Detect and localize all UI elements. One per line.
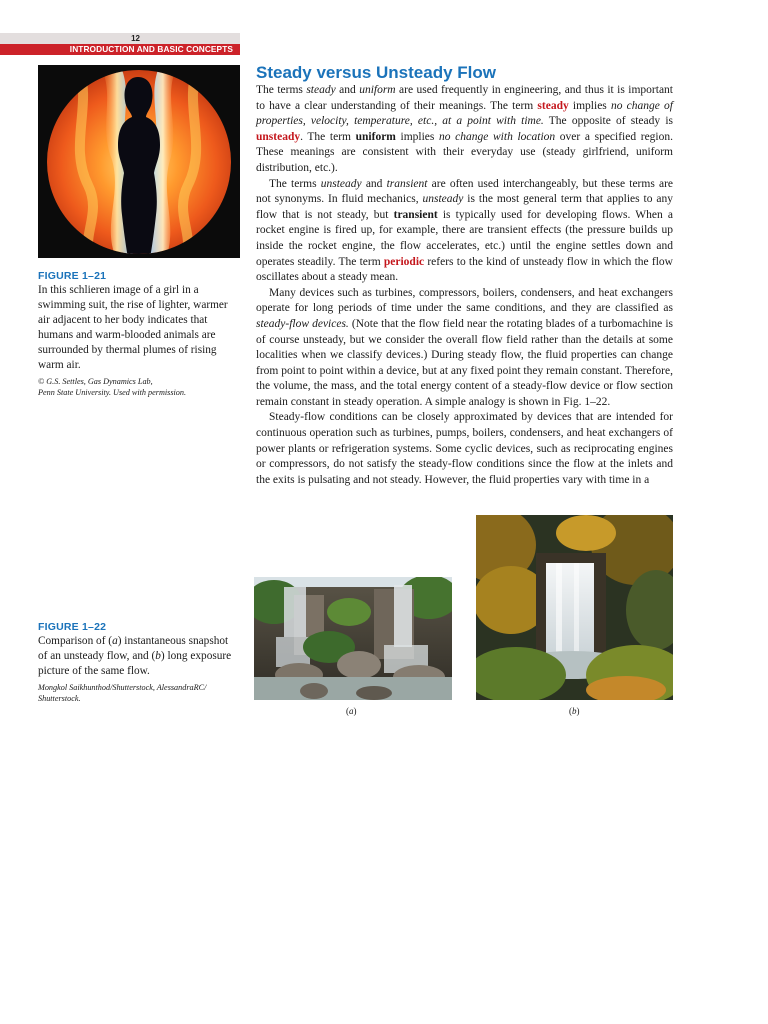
waterfall-snapshot-image bbox=[254, 577, 452, 700]
figure-label: FIGURE 1–21 bbox=[38, 270, 107, 282]
italic-text: no change of properties, velocity, temperature, etc., at a point with time. bbox=[256, 99, 673, 128]
italic-text: steady-flow devices. bbox=[256, 317, 349, 330]
figure-1-21-schlieren-image bbox=[38, 65, 240, 258]
chapter-title: INTRODUCTION AND BASIC CONCEPTS bbox=[69, 44, 233, 54]
paragraph bbox=[256, 83, 673, 177]
italic-text: transient bbox=[386, 177, 428, 190]
figure-credit bbox=[38, 376, 234, 398]
subfigure-letter: a bbox=[349, 706, 354, 716]
paragraph bbox=[256, 410, 673, 488]
figure-label: FIGURE 1–22 bbox=[38, 621, 107, 633]
section-heading: Steady versus Unsteady Flow bbox=[256, 63, 496, 82]
text-run: Steady-flow conditions can be closely approximated by devices that are intended for continuous operation such as turbines, pumps, boilers, condensers, and heat exchangers of power plants or refrigeration systems. Some cyclic devices, such as reciprocating engines or compressors, do not satisfy the steady-flow conditions since the flow at the inlets and the exits is pulsating and not steady. However, the fluid properties vary with time in a bbox=[256, 411, 673, 486]
text-run: and bbox=[361, 177, 387, 190]
highlighted-term: periodic bbox=[383, 255, 425, 268]
text-run: are used frequently in engineering, and thus it is important to have a clear understanding of their meanings. The term bbox=[256, 84, 674, 112]
highlighted-term: steady bbox=[537, 99, 569, 112]
subfigure-label-a: (a) bbox=[346, 706, 357, 716]
text-run: ) instantaneous snapshot of an unsteady flow, and ( bbox=[38, 635, 229, 662]
bold-term: transient bbox=[393, 208, 438, 221]
credit-line: Mongkol Saikhunthod/Shutterstock, AlessandraRC/ bbox=[38, 683, 207, 692]
figure-1-21-caption bbox=[38, 270, 234, 398]
italic-text: uniform bbox=[359, 84, 396, 96]
text-run: implies bbox=[568, 99, 611, 112]
text-run: The opposite of steady is bbox=[543, 115, 673, 128]
header-chapter-strip bbox=[0, 44, 240, 55]
subfigure-letter: b bbox=[572, 706, 577, 716]
credit-line: Shutterstock. bbox=[38, 694, 81, 703]
figure-1-22b-waterfall-photo bbox=[476, 515, 673, 700]
schlieren-image bbox=[38, 65, 240, 258]
text-run: implies bbox=[395, 130, 440, 143]
figure-caption-text: In this schlieren image of a girl in a swimming suit, the rise of lighter, warmer air adjacent to her body indicates that humans and warm-blooded animals are surrounded by thermal plumes of rising warm air. bbox=[38, 284, 228, 371]
text-run: is the most general term that applies to any flow that is not steady, but bbox=[256, 193, 673, 221]
italic-text: no change with location bbox=[439, 130, 556, 143]
credit-line: Penn State University. Used with permission. bbox=[38, 388, 187, 397]
text-run: refers to the kind of unsteady flow in which the flow oscillates about a steady mean. bbox=[256, 255, 673, 284]
highlighted-term: unsteady bbox=[256, 130, 301, 143]
credit-line: © G.S. Settles, Gas Dynamics Lab, bbox=[38, 377, 153, 386]
text-run: ) long exposure picture of the same flow. bbox=[38, 650, 232, 677]
text-run: Many devices such as turbines, compressors, boilers, condensers, and heat exchangers operate for long periods of time under the same conditions, and they are classified as bbox=[256, 286, 673, 315]
text-run: is typically used for developing flows. When a rocket engine is fired up, for example, there are transient effects (the pressure builds up inside the rocket engine, the flow accelerates, etc.) until the engine settles down and operates steadily. The term bbox=[256, 208, 673, 268]
paragraph bbox=[256, 286, 673, 411]
subfigure-label-b: (b) bbox=[569, 706, 580, 716]
italic-text: b bbox=[155, 650, 161, 662]
text-run: The terms bbox=[269, 177, 321, 190]
waterfall-long-exposure-image bbox=[476, 515, 673, 700]
running-header bbox=[0, 33, 240, 55]
text-run: (Note that the flow field near the rotating blades of a turbomachine is of course unsteady, but we consider the overall flow field rather than the details at some localities when we classify devices.) During steady flow, the fluid properties can change from point to point within a device, but at any fixed point they remain constant. Therefore, the volume, the mass, and the total energy content of a steady-flow device or flow section remain constant in steady operation. A simple analogy is shown in Fig. 1–22. bbox=[256, 317, 673, 408]
text-run: are often used interchangeably, but these terms are not synonyms. In fluid mechanics, bbox=[256, 177, 673, 206]
text-run: The terms bbox=[256, 84, 307, 96]
body-text bbox=[256, 83, 673, 488]
page-number: 12 bbox=[131, 34, 140, 43]
figure-1-22a-waterfall-photo bbox=[254, 577, 452, 700]
header-page-strip bbox=[0, 33, 240, 44]
text-run: over a specified region. These meanings are consistent with their everyday use (steady girlfriend, uniform distribution, etc.). bbox=[256, 130, 673, 174]
figure-1-22-caption bbox=[38, 621, 234, 704]
italic-text: steady bbox=[306, 84, 336, 96]
text-run: . The term bbox=[300, 130, 356, 143]
italic-text: a bbox=[112, 635, 118, 647]
italic-text: unsteady bbox=[422, 193, 464, 206]
paragraph bbox=[256, 177, 673, 286]
figure-credit bbox=[38, 682, 234, 704]
text-run: and bbox=[335, 84, 360, 96]
text-run: Comparison of ( bbox=[38, 635, 113, 647]
bold-term: uniform bbox=[355, 130, 396, 143]
figure-caption-text bbox=[38, 634, 234, 679]
italic-text: unsteady bbox=[320, 177, 362, 190]
